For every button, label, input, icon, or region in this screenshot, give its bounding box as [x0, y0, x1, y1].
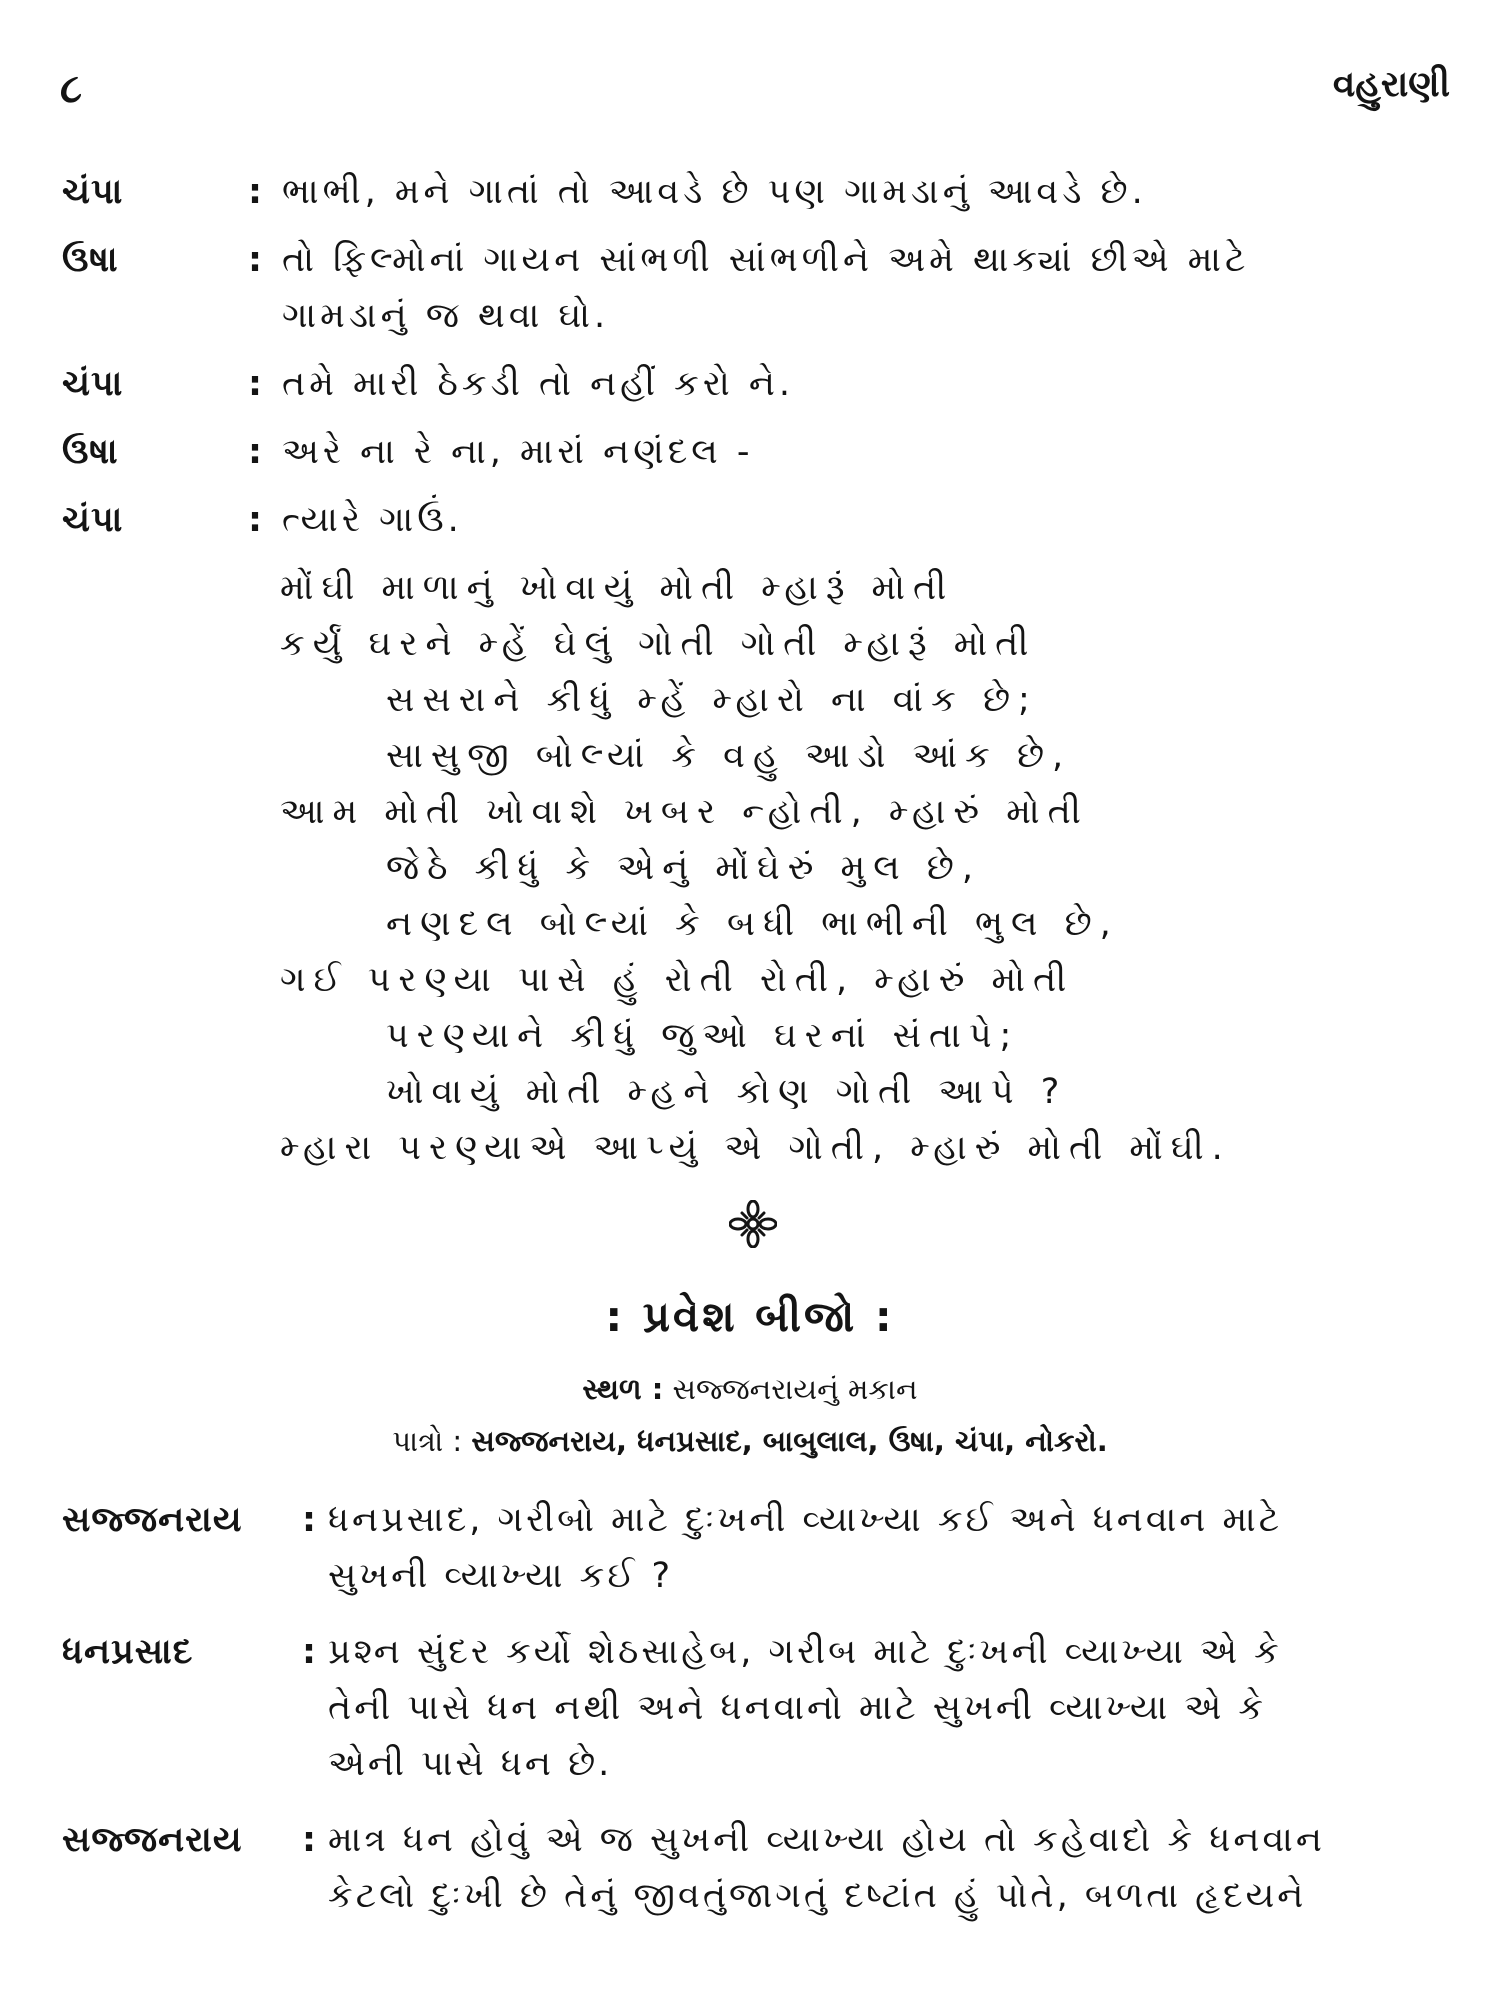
dialogue-text [282, 424, 1442, 480]
speaker-name: ઉષા [62, 432, 119, 472]
speaker-colon: : [248, 500, 266, 540]
dialogue-block-2 [0, 1492, 1500, 1924]
dialogue-entry [0, 492, 1500, 548]
place-label: સ્થળ : [582, 1372, 664, 1406]
song-line: પરણ્યાને કીધું જુઓ ઘરનાં સંતાપે; [386, 1016, 1020, 1056]
dialogue-text [282, 164, 1442, 220]
dialogue-line: ત્યારે ગાઉં. [282, 500, 463, 540]
dialogue-entry [0, 424, 1500, 480]
dialogue-entry [0, 164, 1500, 220]
dialogue-line: માત્ર ધન હોવું એ જ સુખની વ્યાખ્યા હોય તો કહેવાદો કે ધનવાન [328, 1820, 1325, 1860]
dialogue-block-1 [0, 164, 1500, 548]
song-line: મ્હારા પરણ્યાએ આપ્યું એ ગોતી, મ્હારું મોતી મોંઘી. [280, 1128, 1231, 1168]
speaker-colon: : [302, 1500, 320, 1540]
dialogue-text [282, 492, 1442, 548]
song-line: મોંઘી માળાનું ખોવાયું મોતી મ્હારૂં મોતી [280, 568, 955, 608]
dialogue-text [328, 1492, 1443, 1604]
speaker-name: ઉષા [62, 240, 119, 280]
song-line: જેઠે કીધું કે એનું મોંઘેરું મુલ છે, [386, 848, 981, 888]
running-title: વહુરાણી [1332, 64, 1450, 105]
dialogue-text [282, 356, 1442, 412]
speaker-colon: : [248, 432, 266, 472]
dialogue-line: તેની પાસે ધન નથી અને ધનવાનો માટે સુખની વ્યાખ્યા એ કે [328, 1688, 1267, 1728]
dialogue-line: અરે ના રે ના, મારાં નણંદલ - [282, 432, 754, 472]
dialogue-line: પ્રશ્ન સુંદર કર્યો શેઠસાહેબ, ગરીબ માટે દુઃખની વ્યાખ્યા એ કે [328, 1632, 1282, 1672]
song-line: સાસુજી બોલ્યાં કે વહુ આડો આંક છે, [386, 736, 1072, 776]
speaker-name: સજ્જનરાય [62, 1820, 243, 1860]
speaker-name: ચંપા [62, 500, 124, 540]
dialogue-line: ધનપ્રસાદ, ગરીબો માટે દુઃખની વ્યાખ્યા કઈ અને ધનવાન માટે [328, 1500, 1283, 1540]
dialogue-line: એની પાસે ધન છે. [328, 1744, 613, 1784]
dialogue-entry [0, 356, 1500, 412]
song-line: ખોવાયું મોતી મ્હને કોણ ગોતી આપે ? [386, 1072, 1068, 1112]
song-line: આમ મોતી ખોવાશે ખબર ન્હોતી, મ્હારું મોતી [280, 792, 1089, 832]
speaker-colon: : [248, 240, 266, 280]
speaker-name: સજ્જનરાય [62, 1500, 243, 1540]
dialogue-entry [0, 232, 1500, 344]
dialogue-line: તમે મારી ઠેકડી તો નહીં કરો ને. [282, 364, 795, 404]
characters-label: પાત્રો : [392, 1424, 463, 1458]
dialogue-line: કેટલો દુઃખી છે તેનું જીવતુંજાગતું દષ્ટાંત હું પોતે, બળતા હૃદયને [328, 1876, 1307, 1916]
dialogue-text [328, 1812, 1443, 1924]
speaker-colon: : [248, 172, 266, 212]
dialogue-text [282, 232, 1442, 344]
asterisk-flower-icon [729, 1200, 777, 1248]
dialogue-line: ગામડાનું જ થવા ઘો. [282, 296, 610, 336]
place-value: સજ્જનરાયનું મકાન [672, 1372, 918, 1406]
scene-place [0, 1372, 1500, 1407]
page-number: ૮ [60, 66, 82, 112]
dialogue-line: ભાભી, મને ગાતાં તો આવડે છે પણ ગામડાનું આવડે છે. [282, 172, 1147, 212]
speaker-colon: : [302, 1632, 320, 1672]
scene-characters [0, 1424, 1500, 1459]
characters-value: સજ્જનરાય, ધનપ્રસાદ, બાબુલાલ, ઉષા, ચંપા, નોકરો. [471, 1424, 1108, 1458]
dialogue-text [328, 1624, 1443, 1792]
speaker-colon: : [302, 1820, 320, 1860]
song-line: સસરાને કીધું મ્હેં મ્હારો ના વાંક છે; [386, 680, 1038, 720]
song-line: નણદલ બોલ્યાં કે બધી ભાભીની ભુલ છે, [386, 904, 1119, 944]
speaker-name: ચંપા [62, 364, 124, 404]
speaker-colon: : [248, 364, 266, 404]
speaker-name: ધનપ્રસાદ [62, 1632, 194, 1672]
dialogue-entry [0, 1812, 1500, 1924]
dialogue-entry [0, 1624, 1500, 1792]
song-line: ગઈ પરણ્યા પાસે હું રોતી રોતી, મ્હારું મોતી [280, 960, 1075, 1000]
dialogue-entry [0, 1492, 1500, 1604]
scene-title: : પ્રવેશ બીજો : [605, 1292, 895, 1341]
dialogue-line: સુખની વ્યાખ્યા કઈ ? [328, 1556, 674, 1596]
speaker-name: ચંપા [62, 172, 124, 212]
song-line: કર્યું ઘરને મ્હેં ઘેલું ગોતી ગોતી મ્હારૂં મોતી [280, 624, 1037, 664]
dialogue-line: તો ફિલ્મોનાં ગાયન સાંભળી સાંભળીને અમે થાક્યાં છીએ માટે [282, 240, 1250, 280]
